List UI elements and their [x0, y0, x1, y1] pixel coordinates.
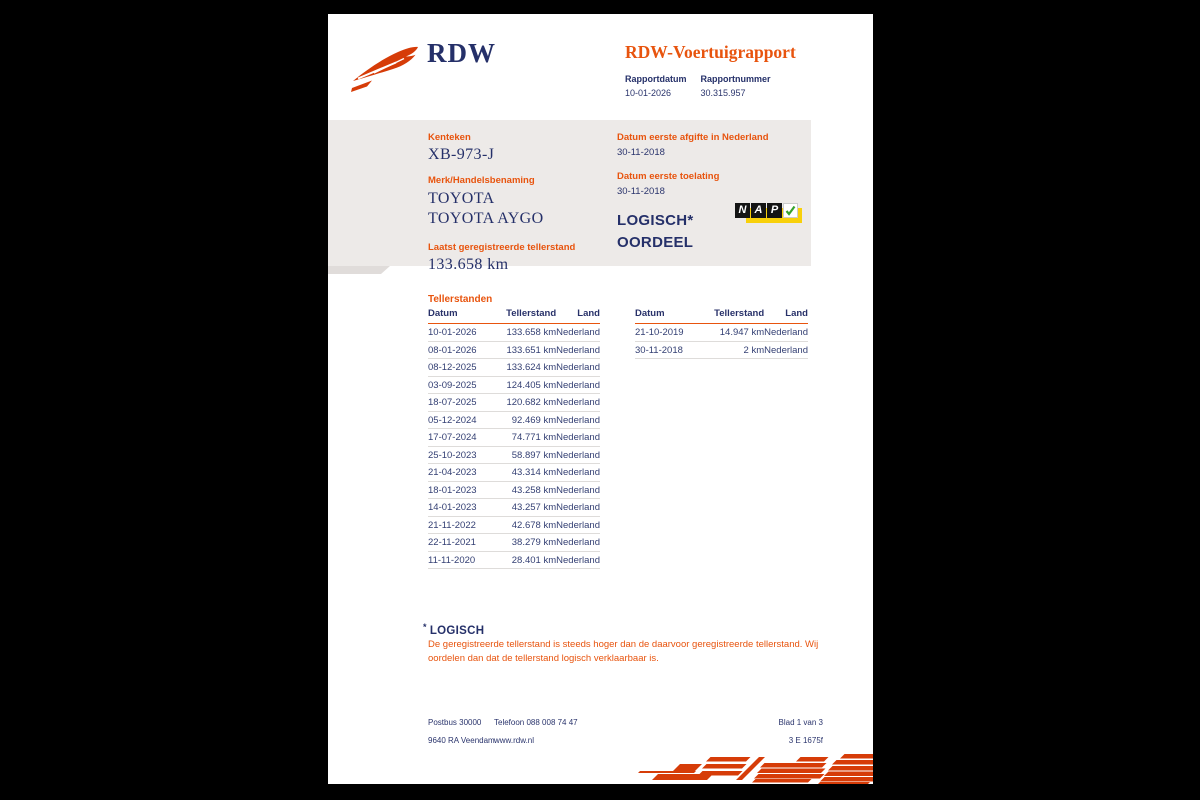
report-title: RDW-Voertuigrapport — [625, 42, 796, 62]
afgifte-value: 30-11-2018 — [617, 147, 665, 158]
tellerstanden-title: Tellerstanden — [428, 294, 493, 305]
cell-tellerstand: 43.314 km — [498, 464, 556, 482]
report-date-label: Rapportdatum — [625, 74, 687, 84]
cell-datum: 18-01-2023 — [428, 481, 498, 499]
cell-land: Nederland — [556, 534, 600, 552]
cell-tellerstand: 28.401 km — [498, 551, 556, 569]
report-date-value: 10-01-2026 — [625, 88, 672, 98]
rdw-report-page — [328, 14, 873, 784]
note-title — [423, 622, 484, 637]
note-body: De geregistreerde tellerstand is steeds hoger dan de daarvoor geregistreerde tellerstand. Wij oordelen dan dat de tellerstand logisch verklaarbaar is. — [428, 639, 819, 664]
cell-datum: 22-11-2021 — [428, 534, 498, 552]
note-title-text: LOGISCH — [429, 625, 485, 637]
cell-land: Nederland — [556, 359, 600, 377]
table-row — [428, 551, 600, 569]
cell-land: Nederland — [556, 324, 600, 342]
band-corner-tab — [328, 266, 390, 274]
table-row — [635, 341, 808, 359]
cell-tellerstand: 2 km — [706, 341, 764, 359]
tellerstanden-table-right — [635, 308, 808, 359]
cell-land: Nederland — [556, 411, 600, 429]
cell-tellerstand: 133.651 km — [498, 341, 556, 359]
vehicle-summary-band — [328, 120, 811, 273]
table-row — [428, 499, 600, 517]
table-header-row — [635, 308, 808, 324]
cell-tellerstand: 38.279 km — [498, 534, 556, 552]
merk-value: TOYOTA TOYOTA AYGO — [428, 190, 544, 227]
cell-land: Nederland — [556, 481, 600, 499]
rdw-logo-text: RDW — [427, 38, 496, 68]
cell-datum: 18-07-2025 — [428, 394, 498, 412]
cell-land: Nederland — [764, 324, 808, 342]
cell-datum: 05-12-2024 — [428, 411, 498, 429]
cell-land: Nederland — [556, 394, 600, 412]
cell-datum: 21-04-2023 — [428, 464, 498, 482]
cell-datum: 17-07-2024 — [428, 429, 498, 447]
kenteken-label: Kenteken — [428, 132, 471, 143]
nap-letter-a: A — [751, 203, 766, 218]
cell-datum: 30-11-2018 — [635, 341, 706, 359]
col-header-tellerstand: Tellerstand — [498, 308, 556, 324]
nap-letter-p: P — [767, 203, 782, 218]
merk-label: Merk/Handelsbenaming — [428, 175, 535, 186]
cell-land: Nederland — [556, 446, 600, 464]
col-header-datum: Datum — [635, 308, 706, 324]
nap-letter-n: N — [735, 203, 750, 218]
cell-land: Nederland — [556, 551, 600, 569]
cell-land: Nederland — [556, 499, 600, 517]
cell-tellerstand: 120.682 km — [498, 394, 556, 412]
cell-datum: 25-10-2023 — [428, 446, 498, 464]
note-asterisk: * — [423, 622, 427, 632]
table-row — [428, 464, 600, 482]
table-row — [428, 481, 600, 499]
footer-website: www.rdw.nl — [494, 736, 535, 745]
toelating-value: 30-11-2018 — [617, 186, 665, 197]
cell-land: Nederland — [556, 516, 600, 534]
cell-tellerstand: 92.469 km — [498, 411, 556, 429]
table-row — [428, 324, 600, 342]
footer-address-line1: Postbus 30000 — [428, 718, 482, 727]
cell-land: Nederland — [556, 464, 600, 482]
table-header-row — [428, 308, 600, 324]
table-row — [428, 534, 600, 552]
toelating-label: Datum eerste toelating — [617, 171, 720, 182]
table-row — [428, 429, 600, 447]
tellerstand-value: 133.658 km — [428, 256, 509, 273]
table-row — [635, 324, 808, 342]
table-row — [428, 359, 600, 377]
cell-tellerstand: 14.947 km — [706, 324, 764, 342]
table-row — [428, 446, 600, 464]
col-header-tellerstand: Tellerstand — [706, 308, 764, 324]
cell-datum: 08-01-2026 — [428, 341, 498, 359]
report-meta — [625, 74, 771, 98]
cell-land: Nederland — [556, 376, 600, 394]
cell-land: Nederland — [764, 341, 808, 359]
table-row — [428, 394, 600, 412]
rdw-speed-stripes-graphic — [638, 754, 873, 784]
oordeel-line1: LOGISCH* — [617, 212, 694, 229]
col-header-land: Land — [556, 308, 600, 324]
footer-form-code: 3 E 1675f — [788, 736, 823, 745]
rdw-feather-logo-icon — [350, 36, 422, 94]
tellerstand-label: Laatst geregistreerde tellerstand — [428, 242, 576, 253]
kenteken-value: XB-973-J — [428, 146, 495, 163]
cell-tellerstand: 133.658 km — [498, 324, 556, 342]
cell-datum: 03-09-2025 — [428, 376, 498, 394]
cell-datum: 21-10-2019 — [635, 324, 706, 342]
footer-phone: Telefoon 088 008 74 47 — [494, 718, 578, 727]
report-number-label: Rapportnummer — [700, 74, 771, 84]
footer-page-indicator: Blad 1 van 3 — [778, 718, 823, 727]
cell-datum: 14-01-2023 — [428, 499, 498, 517]
tellerstanden-table-left — [428, 308, 600, 569]
cell-land: Nederland — [556, 429, 600, 447]
cell-tellerstand: 58.897 km — [498, 446, 556, 464]
col-header-datum: Datum — [428, 308, 498, 324]
cell-tellerstand: 133.624 km — [498, 359, 556, 377]
cell-datum: 11-11-2020 — [428, 551, 498, 569]
cell-datum: 10-01-2026 — [428, 324, 498, 342]
nap-checkmark-icon — [783, 203, 798, 218]
table-row — [428, 341, 600, 359]
table-row — [428, 411, 600, 429]
col-header-land: Land — [764, 308, 808, 324]
cell-tellerstand: 43.257 km — [498, 499, 556, 517]
cell-tellerstand: 124.405 km — [498, 376, 556, 394]
nap-logo — [735, 203, 805, 227]
report-number-value: 30.315.957 — [700, 88, 746, 98]
cell-tellerstand: 43.258 km — [498, 481, 556, 499]
table-row — [428, 516, 600, 534]
cell-datum: 21-11-2022 — [428, 516, 498, 534]
afgifte-label: Datum eerste afgifte in Nederland — [617, 132, 769, 143]
oordeel-line2: OORDEEL — [617, 234, 694, 251]
cell-tellerstand: 74.771 km — [498, 429, 556, 447]
table-row — [428, 376, 600, 394]
cell-datum: 08-12-2025 — [428, 359, 498, 377]
footer-address-line2: 9640 RA Veendam — [428, 736, 495, 745]
cell-tellerstand: 42.678 km — [498, 516, 556, 534]
cell-land: Nederland — [556, 341, 600, 359]
